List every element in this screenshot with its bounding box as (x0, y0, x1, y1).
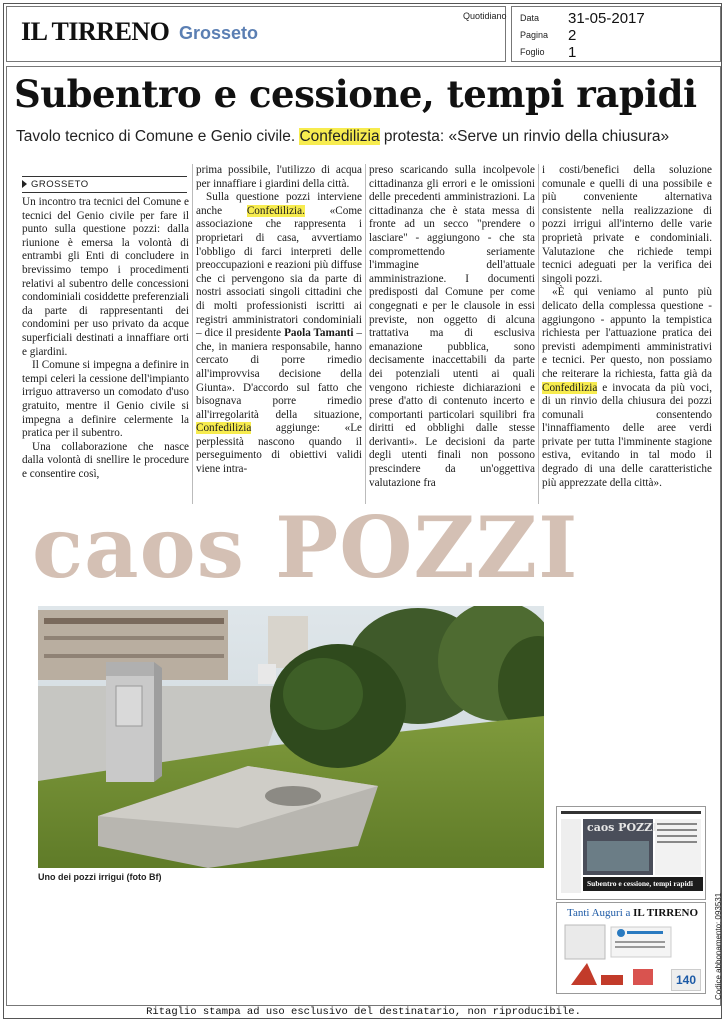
headline: Subentro e cessione, tempi rapidi (14, 72, 697, 116)
subscription-code: Codice abbonamento: 093531 (714, 892, 723, 1000)
photo-illustration (38, 606, 544, 868)
meta-row-data (520, 10, 710, 26)
subheadline (16, 128, 669, 146)
photo-caption: Uno dei pozzi irrigui (foto Bf) (38, 872, 162, 882)
paragraph: i costi/benefici della soluzione comunale e quelli di una possibile e più conveniente alternativa consistente nella realizzazione di pozzi irrigui all'interno delle varie proprietà private e condominiali. Valutazione che richiede tempi tecnici adeguati per la verifica dei singoli pozzi. (542, 164, 712, 285)
edition-label: Grosseto (179, 23, 259, 43)
article-column-3 (369, 164, 535, 490)
meta-box (511, 6, 721, 62)
paragraph (196, 191, 362, 476)
subhead-text: Tavolo tecnico di Comune e Genio civile. (16, 128, 300, 145)
column-divider (538, 164, 539, 504)
column-divider (365, 164, 366, 504)
kicker-label: GROSSETO (31, 179, 89, 190)
quotidiano-label: Quotidiano (463, 11, 507, 21)
meta-key: Data (520, 13, 540, 23)
article-column-2 (196, 164, 362, 477)
highlighted-name: Confedilizia (196, 422, 252, 435)
text-run: «Come associazione che rappresenta i proprietari di casa, avvertiamo l'obbligo di farci interpreti delle preoccupazioni e reazioni più diffuse che ci pervengono sia da parte di nostri associati singoli cittadini che di molti professionisti iscritti ai registri amministratori condominiali – dice il presidente (196, 204, 362, 340)
arrow-icon (22, 180, 27, 188)
ad-text-a: Tanti Auguri a (567, 907, 634, 919)
paragraph: Il Comune si impegna a definire in tempi celeri la cessione dell'impianto irriguo attraverso un comodato d'uso gratuito, mentre il Genio civile si impegna a definire celermente la pratica per il subentro. (22, 359, 189, 440)
meta-value: 31-05-2017 (568, 10, 645, 27)
person-name: Paola Tamanti (284, 327, 354, 340)
meta-key: Foglio (520, 47, 545, 57)
highlighted-name: Confedilizia. (246, 204, 305, 217)
ad-text-b: IL TIRRENO (633, 907, 699, 919)
thumbnail-headline: Subentro e cessione, tempi rapidi (583, 877, 703, 891)
article-column-4 (542, 164, 712, 490)
newspaper-logo: IL TIRRENO (21, 17, 170, 46)
big-title: caos POZZI (32, 498, 579, 597)
text-run: Sulla questione pozzi interviene anche (196, 191, 362, 217)
front-page-thumbnail (556, 806, 706, 900)
meta-value: 2 (568, 27, 577, 44)
ad-thumbnail (556, 902, 706, 994)
anniversary-badge: 140 (671, 969, 701, 991)
kicker (22, 176, 187, 193)
meta-key: Pagina (520, 30, 549, 40)
text-run: aggiunge: «Le perplessità nascono quando il perseguimento di obiettivi validi viene intra- (196, 422, 362, 476)
paragraph: prima possibile, l'utilizzo di acqua per innaffiare i giardini della città. (196, 164, 362, 190)
meta-row-pagina (520, 27, 710, 43)
text-run: «È qui veniamo al punto più delicato della complessa questione - aggiungono - appunto la tempistica richiesta per l'attuazione pratica dei previsti adempimenti amministrativi e tecnici. Per questo, non possiamo che reiterare la richiesta, fatta già da (542, 286, 712, 380)
column-divider (192, 164, 193, 504)
article-photo (38, 606, 544, 868)
masthead (6, 6, 506, 62)
footer-notice: Ritaglio stampa ad uso esclusivo del destinatario, non riproducibile. (146, 1006, 581, 1018)
meta-value: 1 (568, 44, 577, 61)
paragraph (542, 286, 712, 490)
paragraph: Un incontro tra tecnici del Comune e tecnici del Genio civile per fare il punto sulla questione pozzi: dalla riunione è emersa la volontà di entrambi gli Enti di concludere in brevissimo tempo i procedimenti relativi al subentro delle concessioni condominiali cosiddette preferenziali da parte di rappresentanti dei condomini per uso privato da acque superficiali destinati a innaffiare orti e giardini. (22, 196, 189, 358)
meta-row-foglio (520, 44, 710, 60)
highlighted-name: Confedilizia (542, 381, 598, 394)
highlighted-name: Confedilizia (299, 128, 380, 145)
text-run: e invocata da più voci, di un rinvio della chiusura dei pozzi comunali consentendo l'innaffiamento delle aree verdi private per tutta l'imminente stagione estiva, evitando in tal modo il degrado di una delle caratteristiche più apprezzate della città». (542, 381, 712, 489)
thumbnail-title: caos POZZI (587, 821, 658, 834)
text-run: – che, in maniera responsabile, hanno cercato di porre rimedio all'improvvisa decisione della Giunta». D'accordo sul fatto che bisognava porre rimedio all'irregolarità della situazione, (196, 327, 363, 421)
paragraph: Una collaborazione che nasce dalla volontà di snellire le procedure e consentire così, (22, 440, 189, 480)
paragraph: preso scaricando sulla incolpevole cittadinanza gli errori e le omissioni delle precedenti amministrazioni. La cittadinanza che è stata messa di fronte ad un secco "prendere o lasciare" - aggiungono - che sta compromettendo seriamente l'immagine dell'attuale amministrazione. I documenti predisposti dal Comune per come congegnati e per le clausole in essi previste, non oggetto di alcuna trattativa ma di esclusiva emanazione pubblica, sono decisamente inaccettabili da parte dei potenziali utenti ai quali vengono richieste dichiarazioni e prese d'atto di contenuto incerto e comportanti particolari squilibri fra diritti ed obblighi dalle stesse derivanti». Le decisioni da parte degli utenti finali non possono prescindere da un'oggettiva valutazione fra (369, 164, 535, 489)
article-column-1 (22, 196, 189, 481)
subhead-text: protesta: «Serve un rinvio della chiusura» (379, 128, 670, 145)
